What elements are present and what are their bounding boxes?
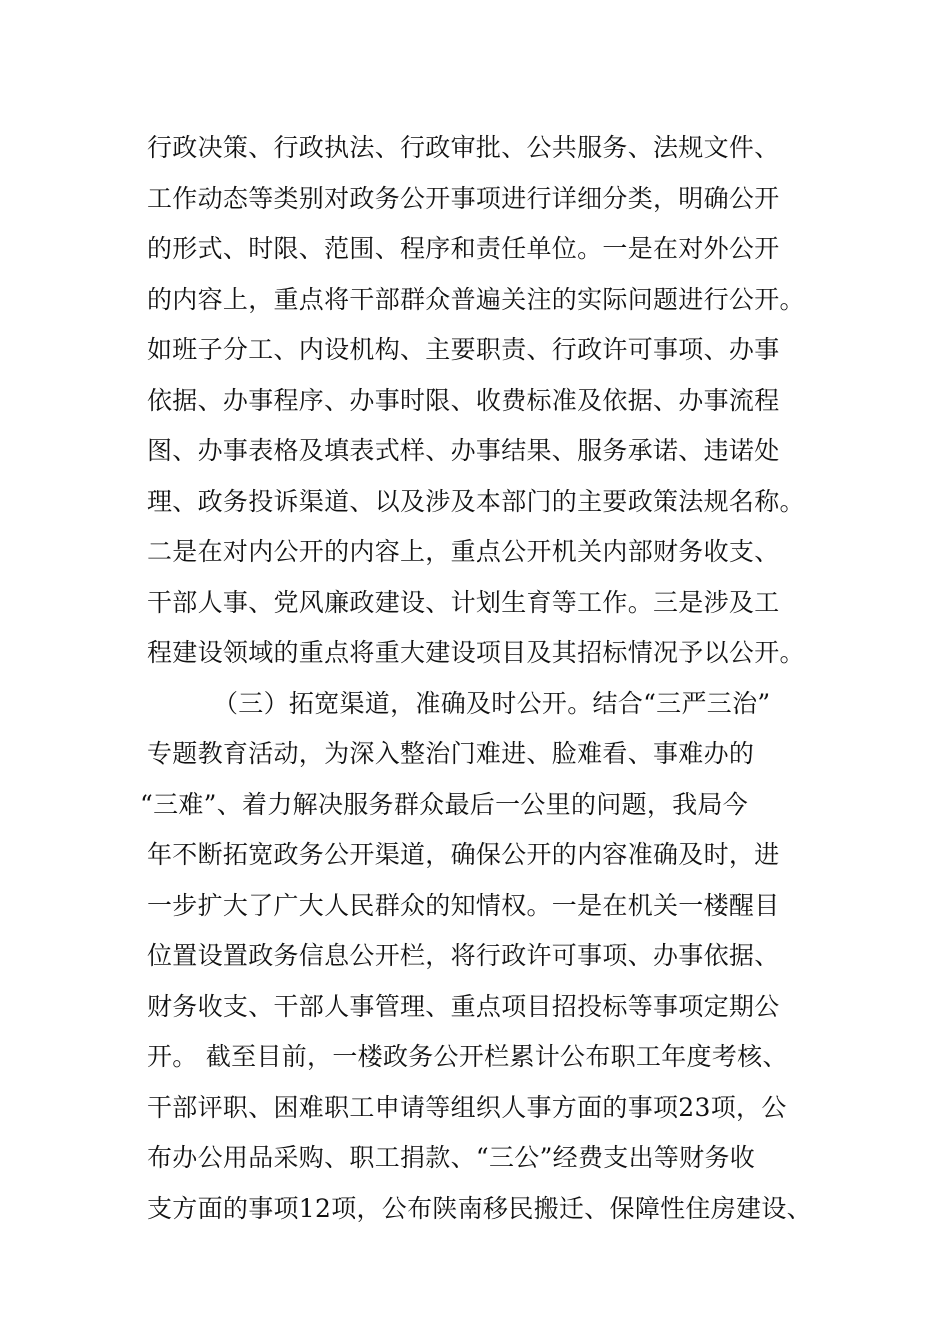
text-line-21: 布办公用品采购、职工捐款、“三公”经费支出等财务收 bbox=[147, 1143, 756, 1172]
text-line-14: “三难”、着力解决服务群众最后一公里的问题，我局今 bbox=[140, 790, 749, 819]
text-line-2: 工作动态等类别对政务公开事项进行详细分类，明确公开 bbox=[147, 184, 780, 213]
text-line-1: 行政决策、行政执法、行政审批、公共服务、法规文件、 bbox=[147, 133, 780, 162]
text-line-15: 年不断拓宽政务公开渠道，确保公开的内容准确及时，进 bbox=[147, 840, 780, 869]
text-line-22: 支方面的事项12项，公布陕南移民搬迁、保障性住房建设、 bbox=[147, 1194, 812, 1223]
text-line-8: 理、政务投诉渠道、以及涉及本部门的主要政策法规名称。 bbox=[147, 487, 805, 516]
text-line-5: 如班子分工、内设机构、主要职责、行政许可事项、办事 bbox=[147, 335, 780, 364]
text-line-9: 二是在对内公开的内容上，重点公开机关内部财务收支、 bbox=[147, 537, 780, 566]
text-line-20: 干部评职、困难职工申请等组织人事方面的事项23项，公 bbox=[147, 1093, 787, 1122]
text-line-18: 财务收支、干部人事管理、重点项目招投标等事项定期公 bbox=[147, 992, 780, 1021]
text-line-4: 的内容上，重点将干部群众普遍关注的实际问题进行公开。 bbox=[147, 285, 805, 314]
text-line-10: 干部人事、党风廉政建设、计划生育等工作。三是涉及工 bbox=[147, 588, 780, 617]
text-line-13: 专题教育活动，为深入整治门难进、脸难看、事难办的 bbox=[147, 739, 755, 768]
text-line-17: 位置设置政务信息公开栏，将行政许可事项、办事依据、 bbox=[147, 941, 780, 970]
text-line-19: 开。 截至目前，一楼政务公开栏累计公布职工年度考核、 bbox=[147, 1042, 788, 1071]
text-line-16: 一步扩大了广大人民群众的知情权。一是在机关一楼醒目 bbox=[147, 891, 780, 920]
text-line-3: 的形式、时限、范围、程序和责任单位。一是在对外公开 bbox=[147, 234, 780, 263]
section-heading-line: （三）拓宽渠道，准确及时公开。结合“三严三治” bbox=[213, 689, 771, 718]
text-line-6: 依据、办事程序、办事时限、收费标准及依据、办事流程 bbox=[147, 386, 780, 415]
text-line-7: 图、办事表格及填表式样、办事结果、服务承诺、违诺处 bbox=[147, 436, 780, 465]
text-line-11: 程建设领域的重点将重大建设项目及其招标情况予以公开。 bbox=[147, 638, 805, 667]
